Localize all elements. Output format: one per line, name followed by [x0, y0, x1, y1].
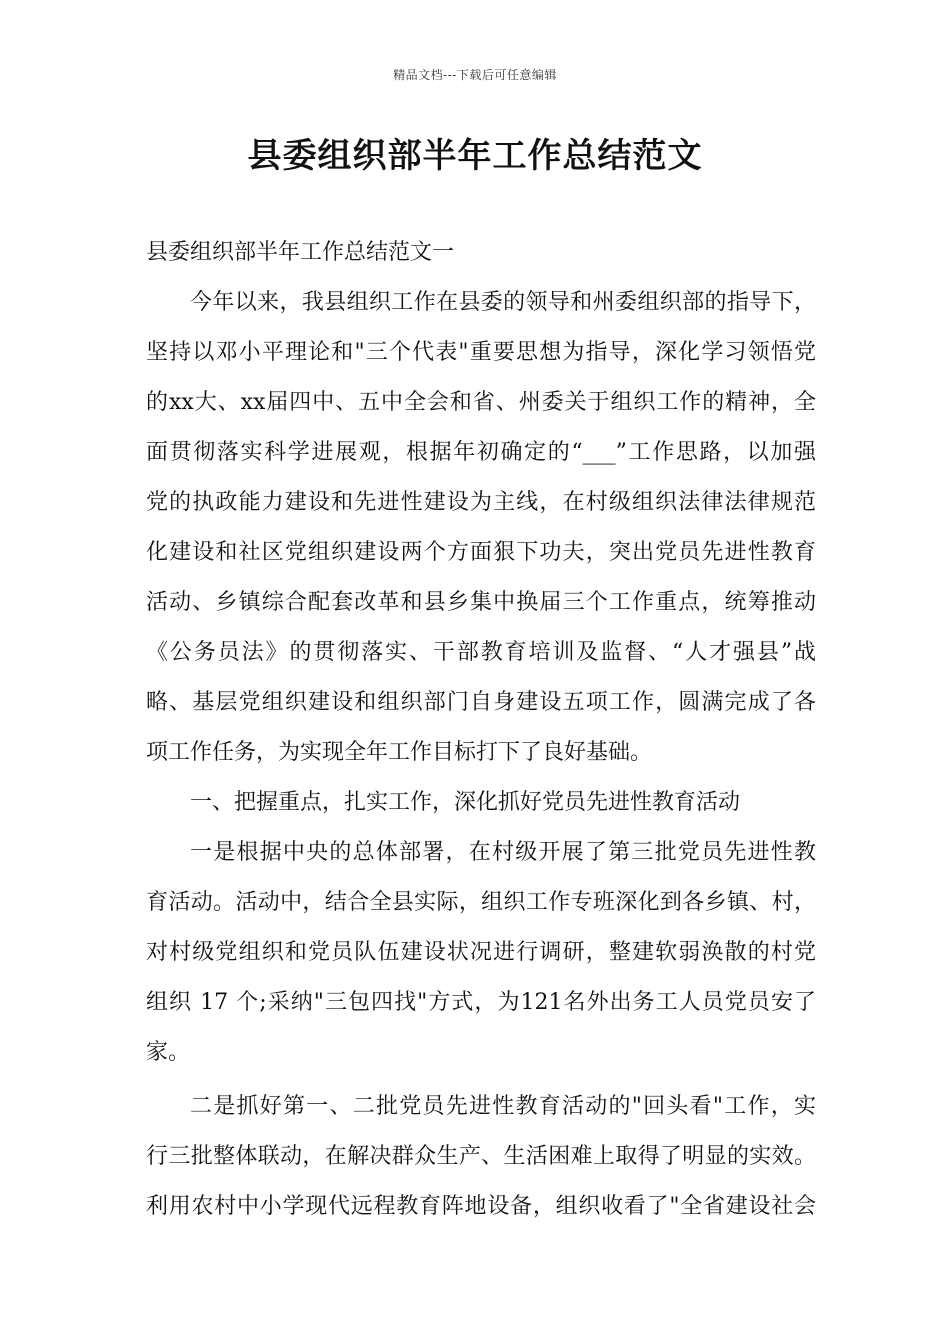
document-body: [146, 228, 816, 1232]
paragraph-line: 略、基层党组织建设和组织部门自身建设五项工作，圆满完成了各: [146, 690, 816, 715]
paragraph-line: 二是抓好第一、二批党员先进性教育活动的"回头看"工作，实: [190, 1094, 816, 1119]
paragraph-line: 育活动。活动中，结合全县实际，组织工作专班深化到各乡镇、村，: [146, 890, 816, 915]
paragraph-line: 活动、乡镇综合配套改革和县乡集中换届三个工作重点，统筹推动: [146, 590, 816, 615]
paragraph-line: 化建设和社区党组织建设两个方面狠下功夫，突出党员先进性教育: [146, 540, 816, 565]
paragraph-line: 坚持以邓小平理论和"三个代表"重要思想为指导，深化学习领悟党: [146, 340, 816, 365]
paragraph-line: 的xx大、xx届四中、五中全会和省、州委关于组织工作的精神，全: [146, 390, 816, 415]
paragraph-line: 对村级党组织和党员队伍建设状况进行调研，整建软弱涣散的村党: [146, 940, 816, 965]
document-subtitle: 县委组织部半年工作总结范文一: [146, 240, 455, 265]
paragraph-first-point: [146, 828, 816, 1078]
paragraph-line: 组织 17 个;采纳"三包四找"方式，为121名外出务工人员党员安了: [146, 990, 816, 1015]
document-title: 县委组织部半年工作总结范文: [247, 136, 703, 176]
paragraph-intro: [146, 278, 816, 778]
paragraph-line: 面贯彻落实科学进展观，根据年初确定的“___”工作思路，以加强: [146, 440, 816, 465]
paragraph-line: 《公务员法》的贯彻落实、干部教育培训及监督、“人才强县”战: [146, 640, 816, 665]
paragraph-line: 项工作任务，为实现全年工作目标打下了良好基础。: [146, 740, 653, 765]
paragraph-line: 家。: [146, 1040, 191, 1065]
page-header: 精品文档---下载后可任意编辑: [393, 68, 557, 82]
section-heading-line: 一、把握重点，扎实工作，深化抓好党员先进性教育活动: [190, 790, 741, 815]
paragraph-line: 行三批整体联动，在解决群众生产、生活困难上取得了明显的实效。: [146, 1144, 816, 1169]
paragraph-line: 今年以来，我县组织工作在县委的领导和州委组织部的指导下，: [190, 290, 816, 315]
paragraph-line: 利用农村中小学现代远程教育阵地设备，组织收看了"全省建设社会: [146, 1194, 816, 1219]
paragraph-second-point: [146, 1082, 816, 1232]
section-heading: [146, 778, 816, 828]
paragraph-line: 党的执政能力建设和先进性建设为主线，在村级组织法律法律规范: [146, 490, 816, 515]
paragraph-line: 一是根据中央的总体部署，在村级开展了第三批党员先进性教: [190, 840, 816, 865]
